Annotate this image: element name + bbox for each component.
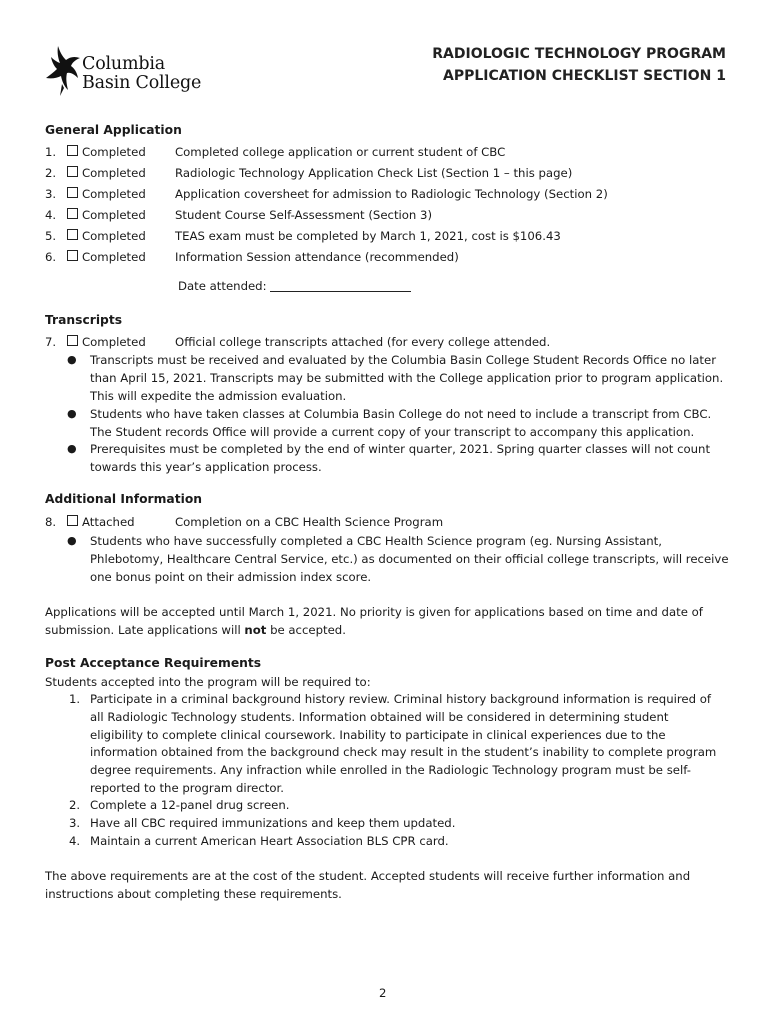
requirement-text: information obtained from the background check may result in the student’s inability to complete program [90,745,717,759]
checklist-status: Completed [67,185,146,203]
checklist-description: Student Course Self-Assessment (Section 3) [175,208,433,222]
closing-text-2: instructions about completing these requirements. [45,887,342,901]
deadline-text-2: submission. Late applications will not be accepted. [45,623,346,637]
date-blank[interactable] [270,280,411,292]
checklist-description: Completion on a CBC Health Science Program [175,515,444,529]
program-title: RADIOLOGIC TECHNOLOGY PROGRAM [432,46,726,62]
logo-text-line2: Basin College [82,73,202,93]
bullet-text: towards this year’s application process. [90,460,322,474]
checkbox[interactable] [67,229,78,240]
bullet-text: This will expedite the admission evaluation. [90,389,347,403]
checkbox[interactable] [67,187,78,198]
checklist-description: Application coversheet for admission to Radiologic Technology (Section 2) [175,187,608,201]
checklist-description: Information Session attendance (recommended) [175,250,459,264]
item-number: 2. [45,166,57,180]
additional-information-heading: Additional Information [45,492,203,506]
checklist-status: Completed [67,206,146,224]
item-number: 5. [45,229,57,243]
requirement-text: Participate in a criminal background history review. Criminal history background information is required of [90,692,712,706]
checkbox[interactable] [67,208,78,219]
item-number: 7. [45,335,57,349]
item-number: 4. [45,208,57,222]
item-number: 3. [69,816,81,830]
bullet-icon: ● [67,353,77,366]
post-acceptance-intro: Students accepted into the program will be required to: [45,675,371,689]
requirement-text: all Radiologic Technology students. Information obtained will be considered in determining student [90,710,669,724]
item-number: 8. [45,515,57,529]
requirement-text: degree requirements. Any infraction while enrolled in the Radiologic Technology program must be self- [90,763,691,777]
requirement-text: Have all CBC required immunizations and keep them updated. [90,816,456,830]
bullet-icon: ● [67,534,77,547]
post-acceptance-heading: Post Acceptance Requirements [45,656,262,670]
bullet-text: than April 15, 2021. Transcripts may be submitted with the College application prior to program application. [90,371,724,385]
checklist-description: Official college transcripts attached (for every college attended. [175,335,551,349]
checklist-description: Radiologic Technology Application Check List (Section 1 – this page) [175,166,573,180]
transcripts-heading: Transcripts [45,313,123,327]
bullet-icon: ● [67,442,77,455]
checklist-status: Completed [67,333,146,351]
checklist-status: Completed [67,227,146,245]
deadline-text: Applications will be accepted until March 1, 2021. No priority is given for applications based on time and date of [45,605,703,619]
bullet-text: The Student records Office will provide a current copy of your transcript to accompany this application. [90,425,695,439]
checklist-description: TEAS exam must be completed by March 1, 2021, cost is $106.43 [175,229,561,243]
checkbox[interactable] [67,250,78,261]
checkbox[interactable] [67,515,78,526]
checklist-title: APPLICATION CHECKLIST SECTION 1 [443,68,726,84]
bullet-text: Students who have taken classes at Columbia Basin College do not need to include a transcript from CBC. [90,407,712,421]
checklist-description: Completed college application or current student of CBC [175,145,506,159]
date-attended-field: Date attended: [178,277,411,295]
item-number: 1. [69,692,81,706]
college-logo [44,44,214,98]
checklist-status: Attached [67,513,135,531]
general-application-heading: General Application [45,123,182,137]
item-number: 3. [45,187,57,201]
checkbox[interactable] [67,166,78,177]
item-number: 1. [45,145,57,159]
requirement-text: Maintain a current American Heart Association BLS CPR card. [90,834,449,848]
checkbox[interactable] [67,145,78,156]
bullet-text: Phlebotomy, Healthcare Central Service, etc.) as documented on their official college transcripts, will receive [90,552,729,566]
bird-icon [44,44,84,98]
bullet-text: Students who have successfully completed a CBC Health Science program (eg. Nursing Assistant, [90,534,662,548]
bullet-text: one bonus point on their admission index score. [90,570,372,584]
page-number: 2 [379,986,387,1000]
checklist-status: Completed [67,164,146,182]
requirement-text: Complete a 12-panel drug screen. [90,798,290,812]
bullet-text: Prerequisites must be completed by the end of winter quarter, 2021. Spring quarter classes will not count [90,442,711,456]
checklist-status: Completed [67,143,146,161]
item-number: 2. [69,798,81,812]
checklist-status: Completed [67,248,146,266]
item-number: 4. [69,834,81,848]
bullet-icon: ● [67,407,77,420]
requirement-text: eligibility to complete clinical coursework. Inability to participate in clinical experiences due to the [90,728,666,742]
requirement-text: reported to the program director. [90,781,284,795]
bullet-text: Transcripts must be received and evaluated by the Columbia Basin College Student Records Office no later [90,353,717,367]
item-number: 6. [45,250,57,264]
closing-text: The above requirements are at the cost of the student. Accepted students will receive further information and [45,869,691,883]
logo-text-line1: Columbia [82,54,166,74]
checkbox[interactable] [67,335,78,346]
